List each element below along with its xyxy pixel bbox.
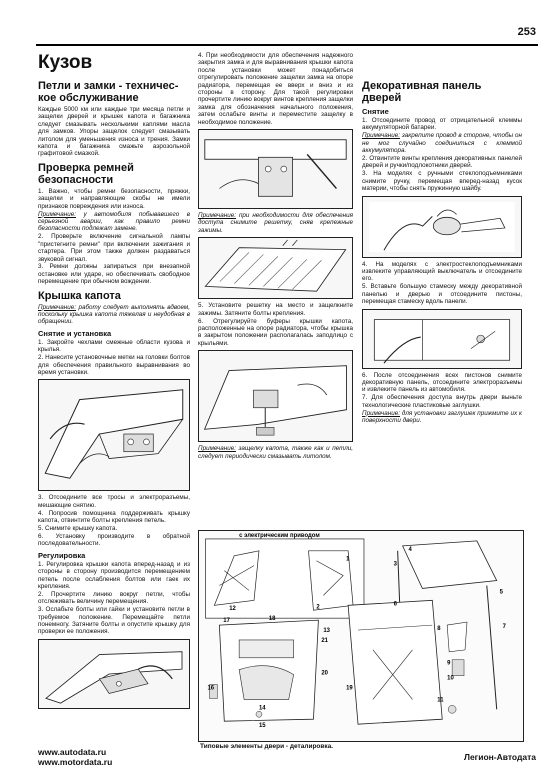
- note-label: Примечание:: [38, 210, 77, 218]
- note: [38, 304, 190, 326]
- top-rule: [36, 44, 538, 46]
- page-title: Кузов: [38, 52, 93, 73]
- paragraph: 1. Отсоедините провод от отрицательной клеммы аккумуляторной батареи.: [362, 117, 522, 132]
- note: [198, 445, 353, 460]
- note-text: закрепите провод в стороне, чтобы он не мог случайно соединиться с клеммой аккумулятора.: [362, 132, 522, 155]
- column-2: [198, 52, 353, 461]
- hood-hinge-drawing: [39, 380, 189, 490]
- footer-url-motordata[interactable]: www.motordata.ru: [38, 757, 113, 767]
- section-title-door-trim: Декоративная панель дверей: [362, 80, 482, 104]
- paragraph: 5. Снимите крышку капота.: [38, 525, 118, 532]
- column-3: [362, 52, 522, 425]
- hood-buffer-drawing: [199, 351, 352, 441]
- callout-13: 13: [323, 628, 330, 635]
- paragraph: 1. Закройте чехлами смежные области кузова и крылья.: [38, 338, 190, 354]
- latch-drawing: [199, 130, 352, 208]
- paragraph: 3. Ремни должны запираться при внезапной остановке или ударе, но обеспечивать свободное перемещение при обычном вождении.: [38, 263, 190, 286]
- callout-20: 20: [321, 670, 328, 677]
- subsection-title-adjust: Регулировка: [38, 550, 86, 560]
- hinge-adjust-illustration: [38, 639, 190, 709]
- paragraph: 6. Отрегулируйте буферы крышки капота, расположенные на опоре радиатора, чтобы крышка в закрытом положении располагалась заподлицо с крыльями.: [198, 317, 353, 347]
- trim-removal-drawing: [363, 310, 521, 368]
- paragraph: 4. При необходимости для обеспечения надежного закрытия замка и для выравнивания крышки капота после установки может понадобиться отрегулировать положение защелки замка на опоре радиатора, перемещая ее вверх и вниз и из стороны в сторону. Для такой регулировки прочертите линию вокруг винтов крепления защелки замка для обозначения начального положения, затем ослабьте винты и переместите защелку в необходимое положение.: [198, 52, 353, 126]
- callout-6: 6: [393, 601, 398, 608]
- note-label: Примечание:: [362, 132, 401, 140]
- note-label: Примечание:: [38, 303, 77, 311]
- callout-11: 11: [437, 697, 444, 704]
- callout-8: 8: [437, 626, 441, 633]
- column-1: [38, 52, 190, 712]
- note-text: при необходимости для обеспечения доступа снимите решетку, сняв крепежные зажимы.: [198, 212, 353, 234]
- callout-1: 1: [346, 556, 350, 563]
- grille-drawing: [199, 238, 352, 298]
- hinge-adjust-drawing: [39, 640, 189, 708]
- callout-12: 12: [229, 606, 236, 613]
- callout-19: 19: [346, 685, 353, 692]
- paragraph: 4. Попросив помощника поддерживать крышку капота, отвинтите болты крепления петель.: [38, 509, 190, 525]
- note: [198, 212, 353, 234]
- paragraph: 2. Нанесите установочные метки на головки болтов для обеспечения правильного выравнивания во время установки.: [38, 354, 190, 376]
- note: [362, 132, 522, 154]
- callout-3: 3: [393, 561, 398, 568]
- section-title-hinges: Петли и замки - техничес-кое обслуживание: [38, 80, 179, 104]
- paragraph: Каждые 5000 км или каждые три месяца петли и защелки дверей и крышек капота и багажника следует смазывать несколькими каплями масла для замков. Упоры защелок следует смазывать литолом для уменьшения износа и трения. Замки капота и багажника смажьте аэрозольной графитовой смазкой.: [38, 106, 190, 158]
- paragraph: 6. После отсоединения всех пистонов снимите декоративную панель, отсоедините электроразъемы и извлеките панель из автомобиля.: [362, 371, 522, 394]
- note: [362, 410, 522, 425]
- callout-10: 10: [447, 675, 454, 682]
- window-handle-drawing: [363, 197, 521, 257]
- paragraph: 3. Отсоедините все тросы и электроразъемы, мешающие снятию.: [38, 494, 190, 509]
- subsection-title-removal: Снятие и установка: [38, 328, 112, 338]
- note-label: Примечание:: [362, 409, 401, 417]
- callout-4: 4: [408, 546, 412, 553]
- note-label: Примечание:: [198, 212, 237, 220]
- note-text: защелку капота, также как и петли, следует периодически смазывать литолом.: [198, 445, 353, 460]
- page-number: 253: [517, 26, 536, 38]
- paragraph: 4. На моделях с электростеклоподъемниками извлеките управляющий выключатель и отсоедините его.: [362, 260, 522, 283]
- note-text: у автомобиля побывавшего в серьезной аварии, как правило ремни безопасности подлежат замене.: [38, 210, 190, 233]
- grille-illustration: [198, 237, 353, 299]
- inset-label: с электрическим приводом: [239, 532, 320, 539]
- figure-caption: Типовые элементы двери - деталировка.: [200, 743, 334, 750]
- footer-publisher: Легион-Автодата: [463, 752, 536, 762]
- callout-14: 14: [258, 705, 266, 712]
- latch-illustration: [198, 129, 353, 209]
- paragraph: 1. Регулировка крышки капота вперед-назад и из стороны в сторону производится перемещением петель после ослабления болтов или гаек их крепления.: [38, 560, 190, 590]
- paragraph: 2. Проверьте включение сигнальной лампы "пристегните ремни" при включении зажигания и стартера. При этом также должен раздаваться звуковой сигнал.: [38, 233, 190, 263]
- hood-buffer-illustration: [198, 350, 353, 442]
- window-handle-illustration: [362, 196, 522, 258]
- paragraph: 7. Для обеспечения доступа внутрь двери выньте технологические пластиковые заглушки.: [362, 394, 522, 409]
- door-exploded-diagram: [198, 530, 524, 742]
- note-text: для установки заглушек прижмите их к поверхности двери.: [362, 409, 522, 424]
- callout-2: 2: [316, 604, 320, 611]
- callout-5: 5: [499, 589, 503, 596]
- note-label: Примечание:: [198, 445, 237, 453]
- paragraph: 3. Ослабьте болты или гайки и установите петли в требуемое положение. Перемещайте петли понемногу. Затяните болты и опустите крышку для проверки ее положения.: [38, 606, 190, 636]
- callout-17: 17: [223, 618, 230, 625]
- callout-15: 15: [258, 723, 266, 730]
- hood-hinge-illustration: [38, 379, 190, 491]
- paragraph: 6. Установку производите в обратной последовательности.: [38, 532, 190, 548]
- callout-16: 16: [207, 685, 215, 692]
- callout-18: 18: [268, 616, 276, 623]
- callout-21: 21: [321, 637, 328, 644]
- door-exploded-drawing: [199, 531, 523, 741]
- note: [38, 211, 190, 233]
- note-text: работу следует выполнять вдвоем, поскольку крышка капота тяжелая и неудобная в обращении.: [38, 303, 190, 326]
- footer-url-autodata[interactable]: www.autodata.ru: [38, 747, 107, 757]
- trim-removal-illustration: [362, 309, 522, 369]
- paragraph: 2. Отвинтите винты крепления декоративных панелей дверей и ручки/подлокотники дверей.: [362, 155, 522, 170]
- footer-urls: [38, 747, 112, 767]
- subsection-title-removal: Снятие: [362, 107, 389, 116]
- paragraph: 5. Вставьте большую стамеску между декоративной панелью и дверью и отсоедините пистоны, перемещая стамеску вдоль панели.: [362, 283, 522, 306]
- callout-7: 7: [502, 624, 506, 631]
- section-title-seatbelts: Проверка ремней безопасности: [38, 161, 134, 186]
- paragraph: 5. Установите решетку на место и защелкните зажимы. Затяните болты крепления.: [198, 302, 353, 317]
- callout-9: 9: [447, 660, 451, 667]
- paragraph: 1. Важно, чтобы ремни безопасности, пряжки, защелки и направляющие скобы не имели признаков повреждения или износа.: [38, 187, 190, 210]
- paragraph: 3. На моделях с ручными стеклоподъемниками снимите ручку, перемещая вперед-назад кусок материи, чтобы снять пружинную шайбу.: [362, 170, 522, 193]
- paragraph: 2. Прочертите линию вокруг петли, чтобы отслеживать величину перемещения.: [38, 590, 190, 606]
- section-title-hood: Крышка капота: [38, 289, 121, 302]
